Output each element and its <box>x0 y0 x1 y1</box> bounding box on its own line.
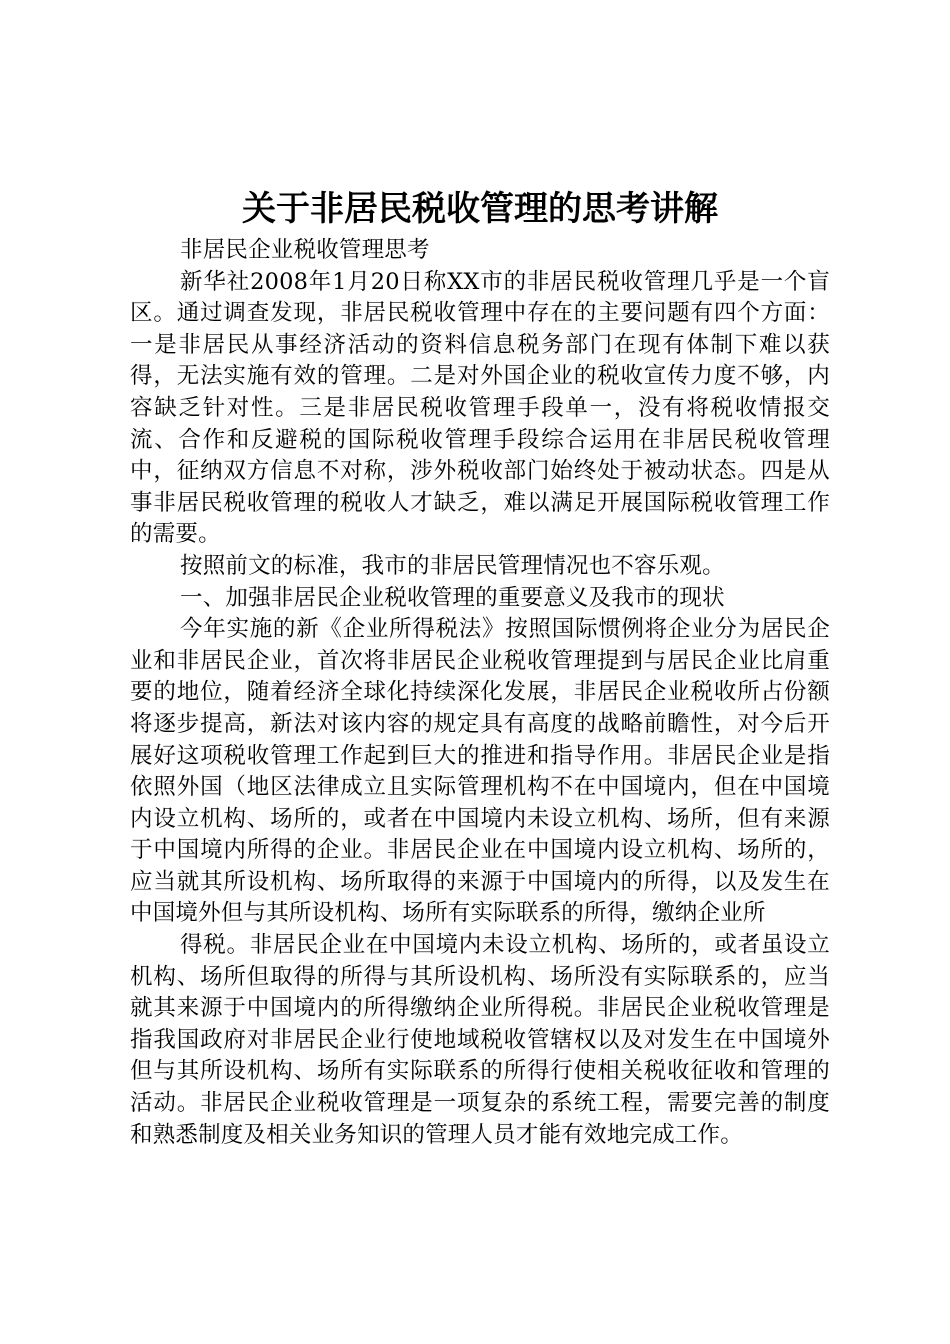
paragraph-subtitle: 非居民企业税收管理思考 <box>180 237 430 263</box>
paragraph-body-1: 今年实施的新《企业所得税法》按照国际惯例将企业分为居民企业和非居民企业，首次将非居民企业税收管理提到与居民企业比肩重要的地位，随着经济全球化持续深化发展，非居民企业税收所占份额将逐步提高，新法对该内容的规定具有高度的战略前瞻性，对今后开展好这项税收管理工作起到巨大的推进和指导作用。非居民企业是指依照外国（地区法律成立且实际管理机构不在中国境内，但在中国境内设立机构、场所的，或者在中国境内未设立机构、场所，但有来源于中国境内所得的企业。非居民企业在中国境内设立机构、场所的，应当就其所设机构、场所取得的来源于中国境内的所得，以及发生在中国境外但与其所设机构、场所有实际联系的所得，缴纳企业所 <box>130 616 830 927</box>
paragraph-intro: 新华社2008年1月20日称XX市的非居民税收管理几乎是一个盲区。通过调查发现，非居民税收管理中存在的主要问题有四个方面：一是非居民从事经济活动的资料信息税务部门在现有体制下难以获得，无法实施有效的管理。二是对外国企业的税收宣传力度不够，内容缺乏针对性。三是非居民税收管理手段单一，没有将税收情报交流、合作和反避税的国际税收管理手段综合运用在非居民税收管理中，征纳双方信息不对称，涉外税收部门始终处于被动状态。四是从事非居民税收管理的税收人才缺乏，难以满足开展国际税收管理工作的需要。 <box>130 268 830 548</box>
section-heading-1: 一、加强非居民企业税收管理的重要意义及我市的现状 <box>180 584 725 611</box>
document-page <box>130 185 830 1151</box>
paragraph-body-2: 得税。非居民企业在中国境内未设立机构、场所的，或者虽设立机构、场所但取得的所得与其所设机构、场所没有实际联系的，应当就其来源于中国境内的所得缴纳企业所得税。非居民企业税收管理是指我国政府对非居民企业行使地域税收管辖权以及对发生在中国境外但与其所设机构、场所有实际联系的所得行使相关税收征收和管理的活动。非居民企业税收管理是一项复杂的系统工程，需要完善的制度和熟悉制度及相关业务知识的管理人员才能有效地完成工作。 <box>130 932 830 1148</box>
document-title: 关于非居民税收管理的思考讲解 <box>242 189 718 229</box>
paragraph-assessment: 按照前文的标准，我市的非居民管理情况也不容乐观。 <box>180 552 725 579</box>
